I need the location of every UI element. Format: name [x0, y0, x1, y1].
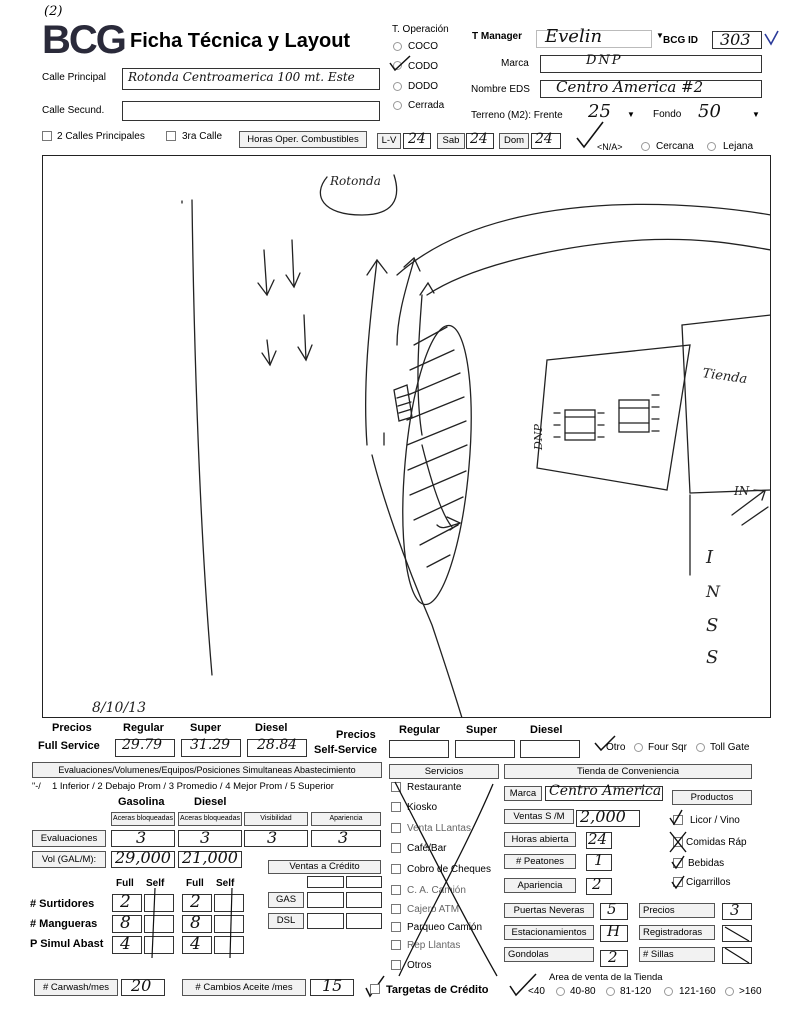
full-regular-value: 29.79	[122, 737, 163, 753]
sim-dsl-full-value: 4	[190, 934, 201, 954]
dom-label: Dom	[499, 133, 529, 149]
tercera-calle-label: 3ra Calle	[182, 131, 223, 142]
frente-dropdown-icon[interactable]: ▼	[627, 110, 635, 119]
area-radio-1[interactable]	[556, 987, 565, 996]
area-option-0: <40	[528, 986, 545, 997]
dom-value: 24	[535, 131, 553, 147]
dsl-credit-label: DSL	[268, 913, 304, 929]
bcg-id-value: 303	[720, 30, 751, 49]
surt-dsl-full-value: 2	[190, 892, 201, 912]
op-coco-radio[interactable]	[393, 42, 402, 51]
area-radio-2[interactable]	[606, 987, 615, 996]
area-label: Area de venta de la Tienda	[549, 972, 663, 983]
sketch-label-inss-2: N	[706, 582, 720, 601]
serv-item-4: Cobro de Cheques	[407, 864, 491, 875]
eval-gas-value: 3	[136, 828, 147, 847]
t-manager-value: Evelin	[545, 26, 603, 47]
serv-item-1: Kiosko	[407, 802, 438, 813]
serv-item-2: Venta LLantas	[407, 823, 471, 834]
sketch-label-inss-3: S	[706, 615, 719, 636]
terreno-label: Terreno (M2): Frente	[471, 110, 563, 121]
t-operacion-label: T. Operación	[392, 24, 449, 35]
marca-label: Marca	[501, 58, 529, 69]
prod-item-1: Comidas Ráp	[686, 837, 747, 848]
lejana-label: Lejana	[723, 141, 754, 152]
blank-slashes-icon	[722, 925, 752, 965]
lejana-radio[interactable]	[707, 142, 716, 151]
self-column-strike-icon	[140, 886, 250, 960]
diesel-label: Diesel	[255, 722, 288, 734]
self-super-label: Super	[466, 724, 498, 736]
aceite-label: # Cambios Aceite /mes	[182, 979, 306, 996]
diesel-eval-label: Diesel	[194, 796, 227, 808]
full-super-value: 31.29	[190, 737, 231, 753]
scale-text: 1 Inferior / 2 Debajo Prom / 3 Promedio / 4 Mejor Prom / 5 Superior	[52, 781, 334, 792]
bcg-id-label: BCG ID	[663, 35, 698, 46]
self-diesel-field[interactable]	[520, 740, 580, 758]
gasolina-label: Gasolina	[118, 796, 165, 808]
tienda-header: Tienda de Conveniencia	[504, 764, 752, 779]
dos-calles-label: 2 Calles Principales	[57, 131, 145, 142]
area-option-3: 121-160	[679, 986, 716, 997]
marca-field[interactable]	[540, 55, 762, 73]
t-manager-dropdown-icon[interactable]: ▼	[656, 31, 664, 40]
bcg-id-check-icon	[764, 30, 780, 46]
nombre-eds-value: Centro America #2	[556, 78, 704, 96]
ventas-label: Ventas S /M	[504, 809, 574, 824]
page-title: Ficha Técnica y Layout	[130, 30, 351, 52]
fondo-value: 50	[698, 101, 721, 122]
serv-item-0: Restaurante	[407, 782, 462, 793]
self-regular-label: Regular	[399, 724, 440, 736]
vol-label: Vol (GAL/M):	[32, 851, 106, 868]
horas-value: 24	[588, 830, 608, 848]
gas-dias-field[interactable]	[346, 892, 382, 908]
sketch-label-in: IN	[734, 484, 750, 498]
precios-self-label-1: Precios	[336, 729, 376, 741]
tienda-marca-value: Centro America	[549, 783, 662, 799]
dsl-dias-field[interactable]	[346, 913, 382, 929]
vol-dsl-value: 21,000	[182, 848, 238, 867]
serv-item-6: Cajero ATM	[407, 904, 460, 915]
area-radio-4[interactable]	[725, 987, 734, 996]
serv-item-7: Parqueo Camión	[407, 922, 483, 933]
self-regular-field[interactable]	[389, 740, 449, 758]
productos-label: Productos	[672, 790, 752, 805]
eval-vis-value: 3	[267, 828, 278, 847]
horas-label: Horas abierta	[504, 832, 576, 847]
servicios-header: Servicios	[389, 764, 499, 779]
lv-value: 24	[408, 131, 426, 147]
dos-calles-checkbox[interactable]	[42, 131, 52, 141]
prod-item-0: Licor / Vino	[690, 815, 740, 826]
sketch-label-inss-1: I	[706, 547, 714, 568]
frente-value: 25	[588, 101, 611, 122]
estacionamientos-value: H	[607, 922, 621, 940]
serv-item-9: Otros	[407, 960, 432, 971]
mang-gas-full-value: 8	[120, 913, 131, 933]
peatones-label: # Peatones	[504, 854, 576, 869]
tarjetas-checkbox[interactable]	[370, 984, 380, 994]
puertas-value: 5	[607, 900, 617, 918]
dsl-pct-field[interactable]	[307, 913, 344, 929]
apariencia-sub: Apariencia	[311, 812, 381, 826]
carwash-label: # Carwash/mes	[34, 979, 118, 996]
serv-item-3: Café/Bar	[407, 843, 447, 854]
toll-gate-radio[interactable]	[696, 743, 705, 752]
lv-label: L-V	[377, 133, 401, 149]
eval-apa-value: 3	[338, 828, 349, 847]
precios-tienda-value: 3	[730, 901, 740, 919]
op-dodo-label: DODO	[408, 81, 438, 92]
surt-gas-full-value: 2	[120, 892, 131, 912]
bcg-logo: BCG	[42, 18, 125, 62]
visibilidad-sub: Visibilidad	[244, 812, 308, 826]
full-diesel-value: 28.84	[257, 737, 298, 753]
op-codo-label: CODO	[408, 61, 438, 72]
pct-header-box	[307, 876, 344, 888]
horas-oper-button[interactable]: Horas Oper. Combustibles	[239, 131, 367, 148]
sillas-label: # Sillas	[639, 947, 715, 962]
cercana-label: Cercana	[656, 141, 694, 152]
puertas-label: Puertas Neveras	[504, 903, 594, 918]
dias-header-box	[346, 876, 382, 888]
serv-item-8: Rep Llantas	[407, 940, 461, 951]
area-option-1: 40-80	[570, 986, 596, 997]
sim-gas-full-value: 4	[120, 934, 131, 954]
calle-principal-label: Calle Principal	[42, 72, 106, 83]
na-label: <N/A>	[597, 142, 623, 152]
serv-item-5: C. A. Camión	[407, 885, 466, 896]
carwash-value: 20	[131, 976, 152, 995]
area-radio-3[interactable]	[664, 987, 673, 996]
evaluaciones-header-button[interactable]: Evaluaciones/Volumenes/Equipos/Posiciones Simultaneas Abastecimiento	[32, 762, 382, 778]
full-gas-label: Full	[116, 878, 134, 889]
registradoras-label: Registradoras	[639, 925, 715, 940]
calle-principal-value: Rotonda Centroamerica 100 mt. Este	[128, 70, 355, 84]
surtidores-label: # Surtidores	[30, 898, 95, 910]
simul-label: P Simul Abast	[30, 938, 104, 950]
layout-sketch-drawing	[42, 155, 771, 718]
op-cerrada-radio[interactable]	[393, 101, 402, 110]
vol-gas-value: 29,000	[115, 848, 171, 867]
op-coco-label: COCO	[408, 41, 438, 52]
gas-credit-label: GAS	[268, 892, 304, 908]
self-super-field[interactable]	[455, 740, 515, 758]
mangueras-label: # Mangueras	[30, 918, 98, 930]
self-gas-label: Self	[146, 878, 165, 889]
full-dsl-label: Full	[186, 878, 204, 889]
four-sqr-label: Four Sqr	[648, 742, 687, 753]
gondolas-value: 2	[608, 948, 618, 966]
productos-check-marks-icon	[668, 806, 704, 894]
scale-prefix: "-/	[32, 781, 41, 791]
sab-value: 24	[470, 131, 488, 147]
aceras-gas-sub: Aceras bloqueadas	[111, 812, 175, 826]
prod-item-3: Cigarrillos	[686, 877, 731, 888]
otro-label: Otro	[606, 742, 626, 753]
regular-label: Regular	[123, 722, 164, 734]
area-option-4: >160	[739, 986, 762, 997]
sketch-date: 8/10/13	[92, 700, 146, 716]
precios-tienda-label: Precios	[639, 903, 715, 918]
tienda-marca-label: Marca	[504, 786, 542, 801]
prod-item-2: Bebidas	[688, 858, 725, 869]
toll-gate-label: Toll Gate	[710, 742, 750, 753]
area-option-2: 81-120	[620, 986, 652, 997]
servicios-cross-out-icon	[385, 780, 505, 980]
nombre-eds-label: Nombre EDS	[471, 84, 530, 95]
apariencia-label: Apariencia	[504, 878, 576, 893]
sketch-label-tienda: Tienda	[701, 366, 749, 388]
aceras-dsl-sub: Aceras bloqueadas	[178, 812, 242, 826]
evaluaciones-label: Evaluaciones	[32, 830, 106, 847]
cercana-radio[interactable]	[641, 142, 650, 151]
self-diesel-label: Diesel	[530, 724, 563, 736]
fondo-label: Fondo	[653, 109, 682, 120]
estacionamientos-label: Estacionamientos	[504, 925, 594, 940]
calle-secund-field[interactable]	[122, 101, 380, 121]
ventas-value: 2,000	[580, 807, 626, 826]
gondolas-label: Gondolas	[504, 947, 594, 962]
eval-dsl-value: 3	[200, 828, 211, 847]
sketch-label-rotonda: Rotonda	[330, 174, 381, 188]
super-label: Super	[190, 722, 222, 734]
self-dsl-label: Self	[216, 878, 235, 889]
sketch-label-inss-4: S	[706, 647, 719, 668]
ventas-credito-label: Ventas a Crédito	[268, 860, 381, 874]
gas-pct-field[interactable]	[307, 892, 344, 908]
sketch-label-dnp: DNP	[532, 424, 545, 450]
tercera-calle-checkbox[interactable]	[166, 131, 176, 141]
apariencia-value: 2	[592, 875, 602, 893]
precios-full-label-1: Precios	[52, 722, 92, 734]
four-sqr-radio[interactable]	[634, 743, 643, 752]
t-manager-label: T Manager	[472, 31, 523, 42]
op-dodo-radio[interactable]	[393, 82, 402, 91]
fondo-dropdown-icon[interactable]: ▼	[752, 110, 760, 119]
mang-dsl-full-value: 8	[190, 913, 201, 933]
marca-value: DNP	[586, 53, 623, 68]
aceite-value: 15	[322, 976, 343, 995]
precios-self-label-2: Self-Service	[314, 744, 377, 756]
corner-mark: (2)	[44, 4, 63, 19]
sab-label: Sab	[437, 133, 465, 149]
peatones-value: 1	[594, 851, 604, 869]
precios-full-label-2: Full Service	[38, 740, 100, 752]
calle-secund-label: Calle Secund.	[42, 105, 105, 116]
tarjetas-label: Targetas de Crédito	[386, 984, 489, 996]
op-cerrada-label: Cerrada	[408, 100, 445, 111]
